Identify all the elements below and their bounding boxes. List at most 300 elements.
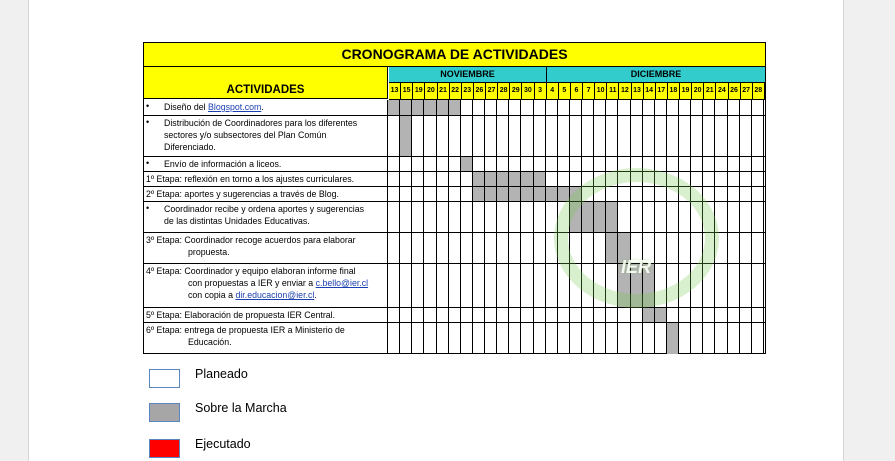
- schedule-cell: [424, 202, 436, 232]
- schedule-cell: [740, 202, 752, 232]
- schedule-cell: [485, 202, 497, 232]
- schedule-cell: [618, 187, 630, 201]
- schedule-cell: [691, 323, 703, 354]
- activity-text: .: [261, 102, 264, 112]
- schedule-cell: [424, 264, 436, 307]
- schedule-cell: [546, 172, 558, 186]
- schedule-cell-active: [497, 172, 509, 186]
- schedule-cell: [521, 264, 533, 307]
- schedule-cell-active: [400, 100, 412, 115]
- schedule-cell: [485, 308, 497, 322]
- schedule-cell: [606, 157, 618, 171]
- schedule-cell: [521, 233, 533, 263]
- activity-label: [144, 100, 388, 115]
- activity-label: [144, 233, 388, 263]
- schedule-cell: [521, 100, 533, 115]
- schedule-cell: [558, 100, 570, 115]
- activity-label: [144, 202, 388, 232]
- schedule-cell: [461, 264, 473, 307]
- schedule-cell: [631, 172, 643, 186]
- legend-sobre-la-marcha: [149, 401, 287, 422]
- schedule-cell-active: [412, 100, 424, 115]
- schedule-cell: [643, 116, 655, 156]
- legend-label-ejecutado: Ejecutado: [195, 437, 251, 451]
- schedule-cell: [424, 116, 436, 156]
- activity-row: [144, 323, 765, 354]
- schedule-cell: [534, 264, 546, 307]
- schedule-cell: [752, 233, 764, 263]
- schedule-cell: [618, 100, 630, 115]
- schedule-cell: [679, 172, 691, 186]
- activity-line: 2º Etapa: aportes y sugerencias a través de Blog.: [146, 189, 339, 199]
- schedule-cell: [570, 323, 582, 354]
- schedule-cell: [703, 100, 715, 115]
- schedule-cell: [667, 233, 679, 263]
- schedule-cell: [558, 116, 570, 156]
- schedule-cell: [400, 172, 412, 186]
- schedule-cell: [534, 202, 546, 232]
- schedule-cell: [400, 323, 412, 354]
- schedule-cell: [388, 116, 400, 156]
- activity-label: [144, 308, 388, 322]
- schedule-cell: [594, 323, 606, 354]
- schedule-cell: [606, 100, 618, 115]
- legend-ejecutado: [149, 437, 251, 458]
- schedule-cell: [752, 187, 764, 201]
- schedule-cell: [534, 100, 546, 115]
- schedule-cell: [740, 187, 752, 201]
- schedule-cell: [473, 202, 485, 232]
- schedule-cell: [618, 202, 630, 232]
- schedule-cell-active: [449, 100, 461, 115]
- schedule-cell: [643, 202, 655, 232]
- schedule-cell-active: [521, 187, 533, 201]
- schedule-cell: [570, 172, 582, 186]
- watermark-text: IER: [621, 257, 652, 277]
- schedule-cell: [509, 308, 521, 322]
- schedule-cell: [715, 116, 727, 156]
- schedule-cell: [752, 157, 764, 171]
- schedule-title: CRONOGRAMA DE ACTIVIDADES: [144, 43, 765, 67]
- schedule-cell: [558, 172, 570, 186]
- schedule-cell: [691, 172, 703, 186]
- schedule-cell-active: [473, 172, 485, 186]
- schedule-cell: [594, 100, 606, 115]
- schedule-cell: [449, 157, 461, 171]
- schedule-cell: [740, 308, 752, 322]
- schedule-cell: [691, 187, 703, 201]
- schedule-cell: [728, 100, 740, 115]
- schedule-cell: [461, 187, 473, 201]
- schedule-cell: [715, 187, 727, 201]
- schedule-cell: [570, 116, 582, 156]
- email-link[interactable]: c.bello@ier.cl: [315, 278, 369, 289]
- schedule-cell: [497, 264, 509, 307]
- schedule-cell-active: [570, 187, 582, 201]
- activity-line: 6º Etapa: entrega de propuesta IER a Ministerio de: [146, 325, 345, 335]
- schedule-cell: [631, 233, 643, 263]
- schedule-cell: [473, 308, 485, 322]
- schedule-cell: [412, 172, 424, 186]
- schedule-cell: [667, 100, 679, 115]
- schedule-cell: [497, 157, 509, 171]
- activity-line: 1º Etapa: reflexión en torno a los ajustes curriculares.: [146, 174, 355, 184]
- schedule-cell: [740, 116, 752, 156]
- schedule-cell: [582, 172, 594, 186]
- schedule-cell: [497, 233, 509, 263]
- activity-row: [144, 187, 765, 202]
- schedule-cell: [631, 116, 643, 156]
- schedule-cell: [546, 116, 558, 156]
- schedule-cell: [437, 187, 449, 201]
- schedule-cell: [631, 308, 643, 322]
- month-november: NOVIEMBRE: [389, 67, 547, 83]
- schedule-cell: [388, 308, 400, 322]
- schedule-cell: [582, 264, 594, 307]
- schedule-cell: [437, 233, 449, 263]
- schedule-cell: [667, 116, 679, 156]
- schedule-cell: [570, 100, 582, 115]
- schedule-cell: [534, 308, 546, 322]
- schedule-cell: [655, 157, 667, 171]
- day-header-cell: 28: [753, 83, 765, 99]
- schedule-cell: [509, 233, 521, 263]
- schedule-cell: [631, 202, 643, 232]
- day-header-row: [389, 83, 765, 100]
- schedule-cell-active: [546, 187, 558, 201]
- day-header-cell: 28: [498, 83, 510, 99]
- day-header-cell: 19: [413, 83, 425, 99]
- day-header-cell: 29: [510, 83, 522, 99]
- schedule-cell: [594, 116, 606, 156]
- schedule-cell: [667, 187, 679, 201]
- schedule-cell: [655, 264, 667, 307]
- schedule-cell: [655, 323, 667, 354]
- schedule-cell: [509, 323, 521, 354]
- schedule-cell: [485, 100, 497, 115]
- day-header-cell: 27: [486, 83, 498, 99]
- schedule-cell: [546, 233, 558, 263]
- activity-line: • Envío de información a liceos.: [164, 159, 282, 169]
- schedule-cell: [740, 172, 752, 186]
- schedule-cell: [582, 323, 594, 354]
- day-header-cell: 20: [425, 83, 437, 99]
- schedule-cell: [715, 233, 727, 263]
- day-header-cell: 19: [680, 83, 692, 99]
- schedule-cell: [618, 323, 630, 354]
- schedule-cell: [728, 187, 740, 201]
- schedule-cell: [388, 157, 400, 171]
- schedule-cell: [485, 116, 497, 156]
- schedule-cell: [509, 157, 521, 171]
- schedule-cell: [534, 323, 546, 354]
- schedule-cell: [449, 264, 461, 307]
- schedule-cell: [667, 157, 679, 171]
- day-header-cell: 26: [474, 83, 486, 99]
- schedule-cell: [521, 323, 533, 354]
- schedule-cell: [655, 202, 667, 232]
- schedule-cell: [497, 100, 509, 115]
- schedule-cell: [521, 116, 533, 156]
- schedule-cell: [534, 116, 546, 156]
- schedule-cell: [449, 323, 461, 354]
- activity-row: [144, 100, 765, 116]
- schedule-cell: [437, 264, 449, 307]
- schedule-cell: [388, 264, 400, 307]
- schedule-cell: [534, 233, 546, 263]
- activity-row: [144, 172, 765, 187]
- schedule-cell: [594, 172, 606, 186]
- schedule-cell-active: [509, 187, 521, 201]
- day-header-cell: 4: [547, 83, 559, 99]
- activity-line: • Coordinador recibe y ordena aportes y sugerencias: [164, 204, 365, 214]
- schedule-cell: [473, 264, 485, 307]
- schedule-cell: [606, 308, 618, 322]
- schedule-cell-active: [388, 100, 400, 115]
- schedule-cell: [691, 157, 703, 171]
- schedule-cell: [582, 116, 594, 156]
- schedule-cell: [752, 202, 764, 232]
- schedule-cell: [424, 323, 436, 354]
- schedule-cell: [691, 100, 703, 115]
- schedule-cell: [655, 187, 667, 201]
- schedule-cell: [728, 202, 740, 232]
- schedule-cell: [461, 233, 473, 263]
- schedule-cell-active: [424, 100, 436, 115]
- schedule-cell: [570, 157, 582, 171]
- schedule-cell: [558, 233, 570, 263]
- schedule-cell: [521, 157, 533, 171]
- day-header-cell: 15: [401, 83, 413, 99]
- schedule-cell: [679, 187, 691, 201]
- schedule-cell: [473, 233, 485, 263]
- schedule-cell-active: [667, 323, 679, 354]
- schedule-cell-active: [570, 202, 582, 232]
- schedule-cell: [400, 202, 412, 232]
- schedule-cell: [400, 264, 412, 307]
- activity-link[interactable]: Blogspot.com: [208, 102, 262, 112]
- schedule-cell: [570, 264, 582, 307]
- schedule-cell: [643, 172, 655, 186]
- schedule-cell: [618, 308, 630, 322]
- legend-label-sobre-la-marcha: Sobre la Marcha: [195, 401, 287, 415]
- schedule-cell: [643, 100, 655, 115]
- schedule-cell: [715, 323, 727, 354]
- schedule-cell: [679, 264, 691, 307]
- schedule-cell: [594, 308, 606, 322]
- schedule-cell: [388, 323, 400, 354]
- schedule-cell: [703, 157, 715, 171]
- schedule-cell: [691, 202, 703, 232]
- schedule-cell: [582, 233, 594, 263]
- schedule-cell: [388, 233, 400, 263]
- schedule-cell: [631, 157, 643, 171]
- schedule-cell-active: [655, 308, 667, 322]
- schedule-cell: [740, 157, 752, 171]
- activity-label: [144, 116, 388, 156]
- schedule-cell-active: [534, 172, 546, 186]
- schedule-cell: [497, 323, 509, 354]
- activity-line: Educación.: [188, 337, 232, 348]
- schedule-cell: [679, 233, 691, 263]
- schedule-cell: [473, 323, 485, 354]
- schedule-cell: [424, 233, 436, 263]
- day-header-cell: 13: [389, 83, 401, 99]
- schedule-cell: [437, 172, 449, 186]
- schedule-cell: [643, 233, 655, 263]
- schedule-cell: [558, 308, 570, 322]
- schedule-cell: [679, 100, 691, 115]
- day-header-cell: 7: [583, 83, 595, 99]
- schedule-cell: [667, 202, 679, 232]
- day-header-cell: 20: [692, 83, 704, 99]
- day-header-cell: 13: [632, 83, 644, 99]
- activity-row: [144, 202, 765, 233]
- schedule-cell-active: [473, 187, 485, 201]
- schedule-cell: [437, 202, 449, 232]
- activity-label: [144, 172, 388, 186]
- activity-line: con propuestas a IER y enviar a c.bello@ier.cl: [188, 278, 369, 289]
- schedule-cell: [728, 264, 740, 307]
- schedule-cell-active: [485, 187, 497, 201]
- schedule-cell: [558, 264, 570, 307]
- schedule-cell: [667, 308, 679, 322]
- schedule-cell: [473, 100, 485, 115]
- schedule-cell: [509, 264, 521, 307]
- schedule-cell: [740, 100, 752, 115]
- day-header-cell: 10: [595, 83, 607, 99]
- schedule-cell: [594, 264, 606, 307]
- activity-row: [144, 264, 765, 308]
- day-header-cell: 12: [619, 83, 631, 99]
- schedule-cell: [679, 157, 691, 171]
- schedule-cell: [485, 233, 497, 263]
- schedule-cell: [655, 116, 667, 156]
- schedule-cell: [449, 172, 461, 186]
- schedule-cell-active: [606, 233, 618, 263]
- schedule-cell: [546, 323, 558, 354]
- activity-line: sectores y/o subsectores del Plan Común: [164, 130, 327, 141]
- schedule-cell: [715, 100, 727, 115]
- schedule-cell: [461, 172, 473, 186]
- schedule-cell: [558, 323, 570, 354]
- schedule-cell-active: [594, 202, 606, 232]
- schedule-cell: [655, 233, 667, 263]
- schedule-cell: [437, 116, 449, 156]
- schedule-cell: [703, 172, 715, 186]
- schedule-cell: [740, 323, 752, 354]
- day-header-cell: 23: [462, 83, 474, 99]
- schedule-cell: [594, 233, 606, 263]
- schedule-cell: [715, 202, 727, 232]
- schedule-cell-active: [558, 187, 570, 201]
- activity-row: [144, 157, 765, 172]
- schedule-cell: [412, 323, 424, 354]
- schedule-cell: [703, 264, 715, 307]
- schedule-cell: [497, 202, 509, 232]
- activity-line: de las distintas Unidades Educativas.: [164, 216, 310, 227]
- schedule-cell-active: [461, 157, 473, 171]
- schedule-cell: [667, 264, 679, 307]
- schedule-cell: [740, 264, 752, 307]
- schedule-cell: [473, 157, 485, 171]
- schedule-cell: [449, 233, 461, 263]
- schedule-cell: [558, 202, 570, 232]
- day-header-cell: 24: [716, 83, 728, 99]
- schedule-cell: [509, 100, 521, 115]
- activity-row: [144, 308, 765, 323]
- schedule-cell: [606, 323, 618, 354]
- schedule-cell: [691, 233, 703, 263]
- schedule-cell: [703, 233, 715, 263]
- schedule-cell: [740, 233, 752, 263]
- activity-line: • Distribución de Coordinadores para los diferentes: [164, 118, 358, 128]
- schedule-cell: [582, 187, 594, 201]
- schedule-cell: [715, 264, 727, 307]
- schedule-cell: [400, 157, 412, 171]
- schedule-cell: [509, 202, 521, 232]
- schedule-cell: [546, 308, 558, 322]
- schedule-cell: [400, 308, 412, 322]
- schedule-cell: [388, 187, 400, 201]
- schedule-cell: [691, 116, 703, 156]
- day-header-cell: 21: [438, 83, 450, 99]
- schedule-cell: [485, 264, 497, 307]
- schedule-cell: [728, 116, 740, 156]
- schedule-cell: [461, 323, 473, 354]
- schedule-cell: [449, 116, 461, 156]
- schedule-cell: [715, 308, 727, 322]
- schedule-cell: [400, 187, 412, 201]
- day-header-cell: 30: [522, 83, 534, 99]
- schedule-cell: [546, 264, 558, 307]
- email-link[interactable]: dir.educacion@ier.cl: [235, 290, 315, 301]
- schedule-cell: [655, 100, 667, 115]
- schedule-cell: [703, 323, 715, 354]
- activity-label: [144, 157, 388, 171]
- schedule-cell: [424, 308, 436, 322]
- activity-label: [144, 187, 388, 201]
- schedule-cell: [643, 323, 655, 354]
- schedule-cell: [752, 323, 764, 354]
- activity-line: 4º Etapa: Coordinador y equipo elaboran informe final: [146, 266, 356, 276]
- schedule-cell: [631, 323, 643, 354]
- schedule-cell: [728, 233, 740, 263]
- schedule-cell: [679, 202, 691, 232]
- schedule-cell: [521, 202, 533, 232]
- schedule-cell: [461, 100, 473, 115]
- schedule-cell: [728, 172, 740, 186]
- activity-row: [144, 116, 765, 157]
- schedule-cell: [558, 157, 570, 171]
- legend-swatch-planeado: [149, 369, 180, 388]
- day-header-cell: 5: [559, 83, 571, 99]
- schedule-cell: [728, 323, 740, 354]
- month-december: DICIEMBRE: [547, 67, 765, 83]
- schedule-cell-active: [521, 172, 533, 186]
- schedule-cell: [606, 264, 618, 307]
- legend-swatch-sobre-la-marcha: [149, 403, 180, 422]
- schedule-cell: [752, 172, 764, 186]
- schedule-cell: [691, 264, 703, 307]
- day-header-cell: 27: [741, 83, 753, 99]
- schedule-cell: [437, 308, 449, 322]
- schedule-cell: [606, 187, 618, 201]
- schedule-cell: [703, 202, 715, 232]
- schedule-table: [143, 42, 766, 354]
- activity-line: 3º Etapa: Coordinador recoge acuerdos para elaborar: [146, 235, 356, 245]
- schedule-cell: [631, 187, 643, 201]
